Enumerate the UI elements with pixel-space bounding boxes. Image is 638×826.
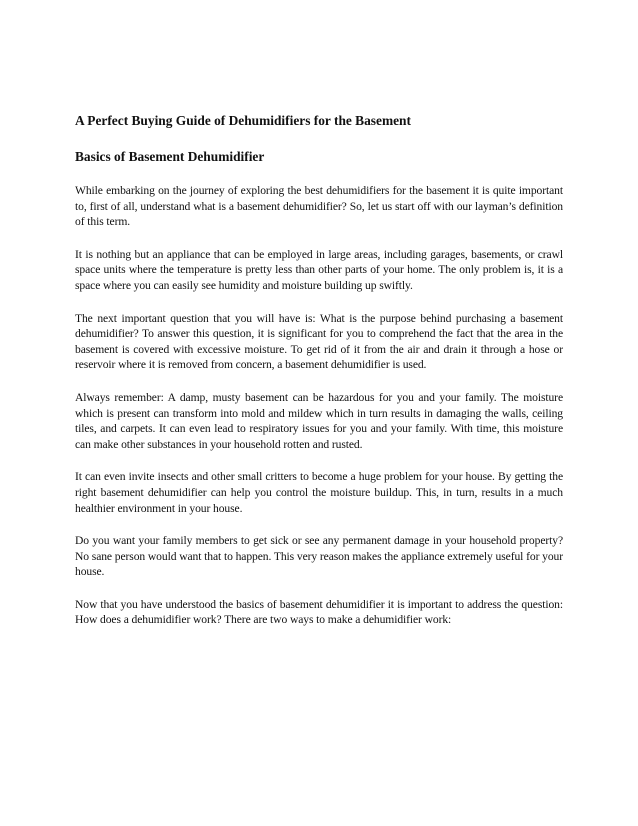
paragraph-7: Now that you have understood the basics of basement dehumidifier it is important to address the question: How does a dehumidifier work? There are two ways to make a dehumidifier work:: [75, 597, 563, 627]
document-body: [75, 112, 563, 628]
paragraph-3: The next important question that you will have is: What is the purpose behind purchasing a basement dehumidifier? To answer this question, it is significant for you to comprehend the fact that the area in the basement is covered with excessive moisture. To get rid of it from the air and drain it through a hose or reservoir where it is removed from concern, a basement dehumidifier is used.: [75, 311, 563, 372]
paragraph-1: While embarking on the journey of exploring the best dehumidifiers for the basement it is quite important to, first of all, understand what is a basement dehumidifier? So, let us start off with our layman’s definition of this term.: [75, 184, 563, 229]
paragraph-5: It can even invite insects and other small critters to become a huge problem for your house. By getting the right basement dehumidifier can help you control the moisture buildup. This, in turn, results in a much healthier environment in your house.: [75, 470, 563, 515]
section-heading: Basics of Basement Dehumidifier: [75, 149, 265, 164]
paragraph-6: Do you want your family members to get sick or see any permanent damage in your household property? No sane person would want that to happen. This very reason makes the appliance extremely useful for your house.: [75, 534, 563, 579]
paragraph-2: It is nothing but an appliance that can be employed in large areas, including garages, basements, or crawl space units where the temperature is pretty less than other parts of your home. The only problem is, it is a space where you can easily see humidity and moisture building up swiftly.: [75, 247, 563, 292]
paragraph-4: Always remember: A damp, musty basement can be hazardous for you and your family. The moisture which is present can transform into mold and mildew which in turn results in damaging the walls, ceiling tiles, and carpets. It can even lead to respiratory issues for you and your family. With time, this moisture can make other substances in your household rotten and rusted.: [75, 390, 563, 451]
document-title: A Perfect Buying Guide of Dehumidifiers for the Basement: [75, 113, 411, 128]
